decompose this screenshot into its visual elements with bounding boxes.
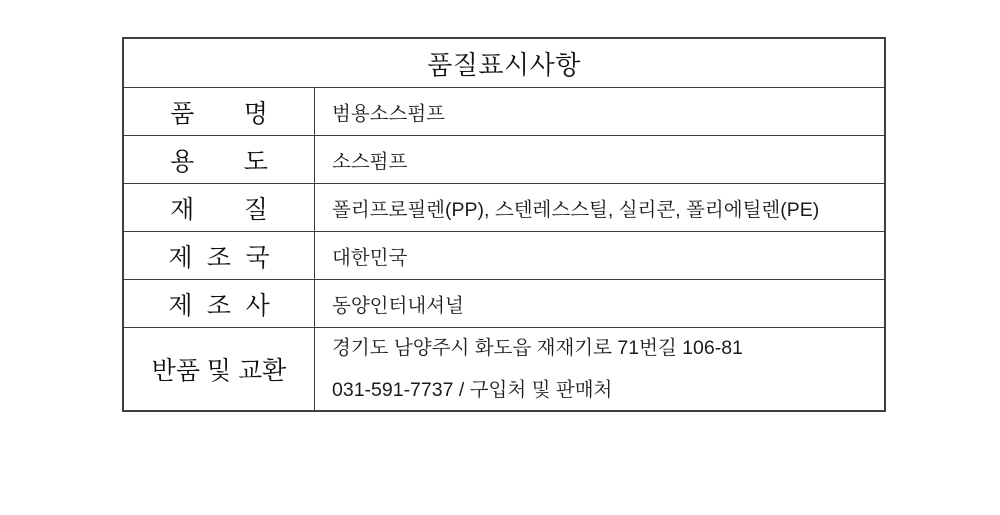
returns-phone-line: 031-591-7737 / 구입처 및 판매처 [332,379,613,401]
table-row [124,136,884,184]
row-label-manufacturer: 제 조 사 [124,280,315,327]
table-row [124,280,884,328]
row-label-product-name: 품 명 [124,88,315,135]
row-value-usage: 소스펌프 [332,150,408,173]
table-row [124,88,884,136]
row-value-product-name: 범용소스펌프 [332,102,446,125]
row-value-country: 대한민국 [332,246,408,269]
quality-info-table [122,37,886,412]
table-row [124,232,884,280]
row-label-country: 제 조 국 [124,232,315,279]
table-title: 품질표시사항 [124,39,884,88]
row-value-manufacturer: 동양인터내셔널 [332,294,464,317]
row-value-material: 폴리프로필렌(PP), 스텐레스스틸, 실리콘, 폴리에틸렌(PE) [332,198,820,221]
row-value-returns-exchange [315,328,884,410]
returns-address-line: 경기도 남양주시 화도읍 재재기로 71번길 106-81 [332,336,743,359]
table-row [124,328,884,410]
row-label-material: 재 질 [124,184,315,231]
row-label-usage: 용 도 [124,136,315,183]
table-row [124,184,884,232]
row-label-returns-exchange: 반품 및 교환 [124,328,315,410]
